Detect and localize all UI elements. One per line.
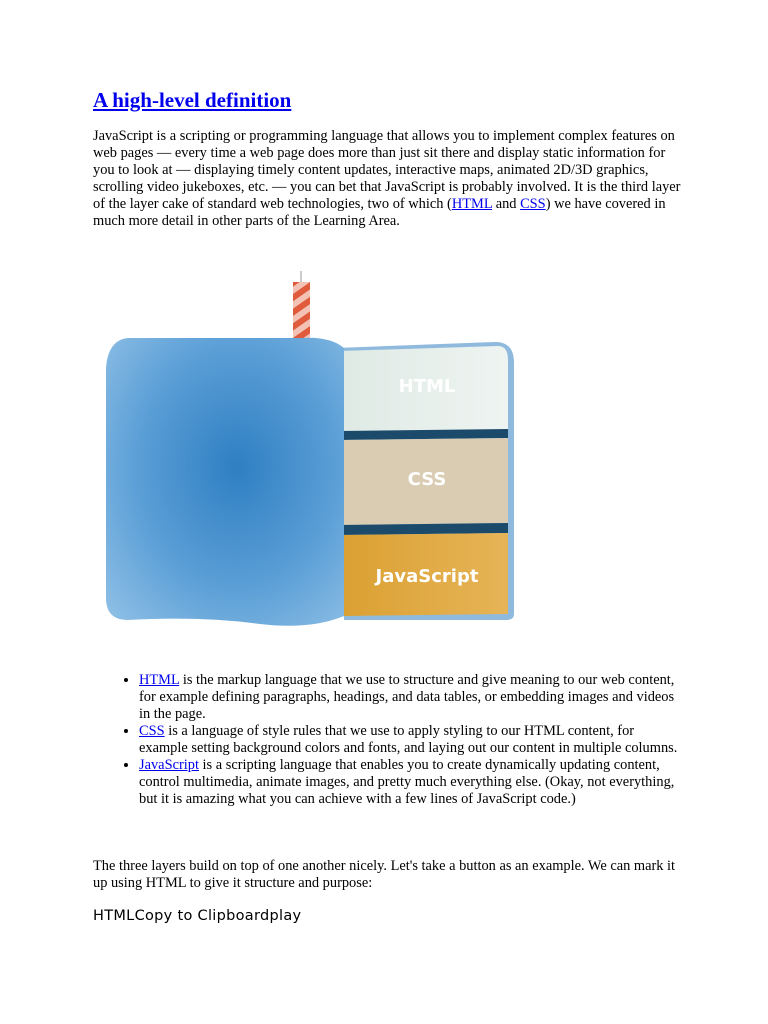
code-language-label: HTML	[93, 908, 135, 924]
intro-css-link[interactable]: CSS	[520, 196, 546, 212]
list-css-link[interactable]: CSS	[139, 723, 165, 739]
article-content	[93, 86, 683, 230]
list-item-text: is a scripting language that enables you to create dynamically updating content, control multimedia, animate images, and pretty much everything else. (Okay, not everything, but it is amazing what you can achieve with a few lines of JavaScript code.)	[139, 757, 675, 807]
layer-cake-figure	[100, 268, 520, 650]
intro-text-3: ) we have covered in much more detail in other parts of the Learning Area.	[93, 196, 666, 229]
intro-text-2: and	[492, 196, 521, 212]
cake-body	[106, 338, 344, 626]
list-item	[139, 723, 683, 757]
layer-label-css: CSS	[407, 469, 447, 490]
separator-2	[340, 523, 508, 535]
section-heading	[93, 86, 683, 114]
list-html-link[interactable]: HTML	[139, 672, 180, 688]
layer-cake-illustration	[100, 268, 520, 650]
intro-paragraph	[93, 128, 683, 230]
list-item-text: is a language of style rules that we use to apply styling to our HTML content, for example setting background colors and fonts, and laying out our content in multiple columns.	[139, 723, 678, 756]
intro-html-link[interactable]: HTML	[451, 196, 493, 212]
list-item-text: is the markup language that we use to structure and give meaning to our web content, for example defining paragraphs, headings, and data tables, or embedding images and videos in the page.	[139, 672, 675, 722]
layer-label-html: HTML	[398, 376, 456, 397]
list-javascript-link[interactable]: JavaScript	[139, 757, 199, 773]
section-heading-link[interactable]: A high-level definition	[93, 88, 292, 112]
layers-paragraph: The three layers build on top of one another nicely. Let's take a button as an example. We can mark it up using HTML to give it structure and purpose:	[93, 858, 676, 891]
candle	[293, 282, 310, 338]
layers-list	[93, 672, 683, 808]
list-item	[139, 757, 683, 808]
layer-label-javascript: JavaScript	[375, 566, 479, 587]
copy-to-clipboard-button[interactable]: Copy to Clipboard	[134, 908, 270, 924]
list-item	[139, 672, 683, 723]
intro-text-1: JavaScript is a scripting or programming language that allows you to implement complex features on web pages — every time a web page does more than just sit there and display static information for you to look at — displaying timely content updates, interactive maps, animated 2D/3D graphics, scrolling video jukeboxes, etc. — you can bet that JavaScript is probably involved. It is the third layer of the layer cake of standard web technologies, two of which (	[93, 128, 681, 212]
code-block-header	[93, 907, 301, 925]
play-button[interactable]: play	[269, 908, 302, 924]
